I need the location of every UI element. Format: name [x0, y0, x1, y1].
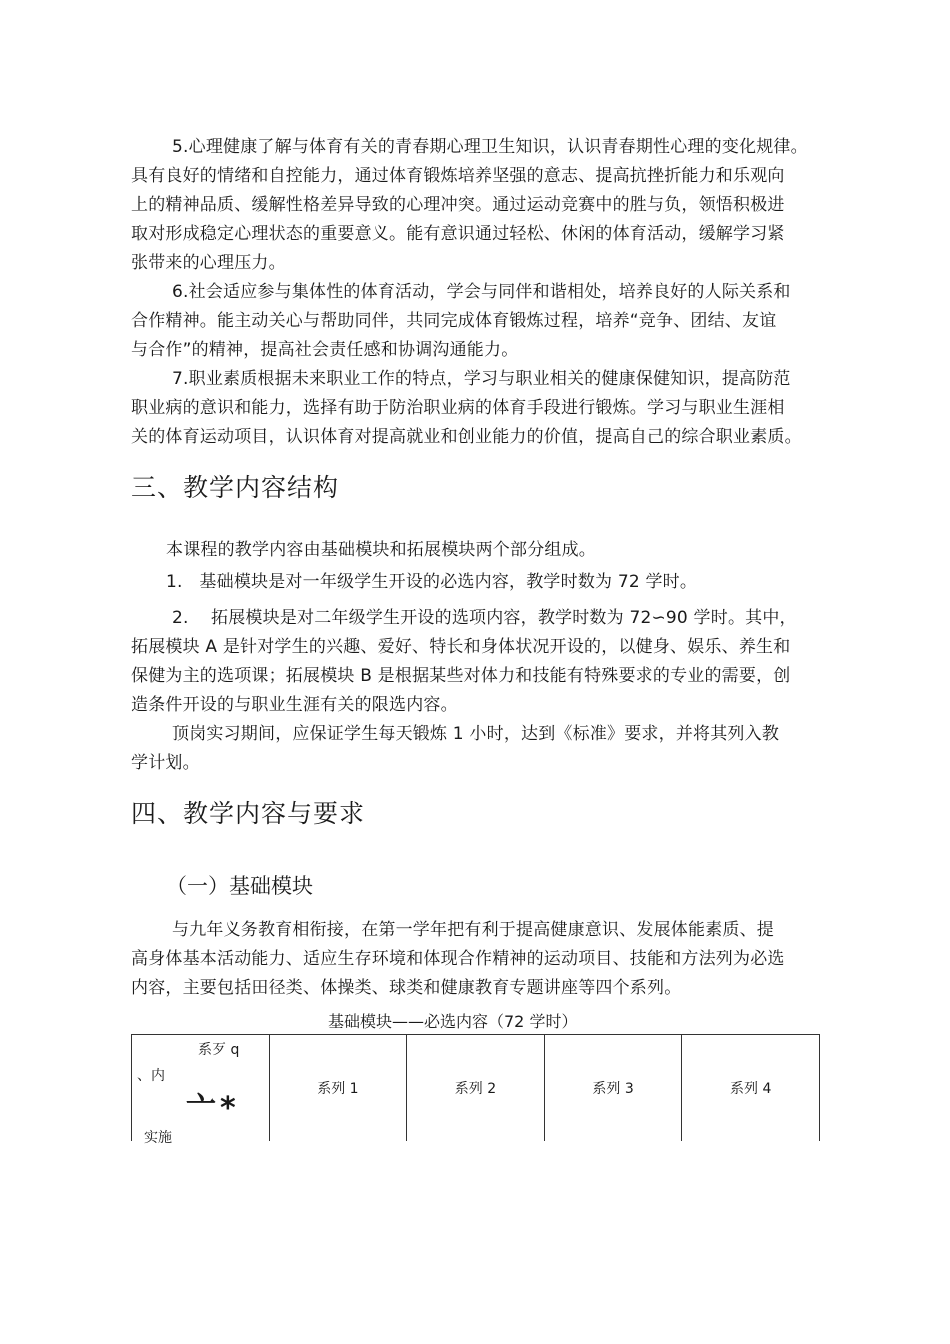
corner-cell [132, 1035, 270, 1146]
column-header-series-2: 系列 2 [407, 1035, 545, 1142]
section-3-heading: 三、教学内容结构 [131, 473, 340, 502]
paragraph-7-line-2: 职业病的意识和能力，选择有助于防治职业病的体育手段进行锻炼。学习与职业生涯相 [131, 398, 785, 418]
paragraph-7-line-3: 关的体育运动项目，认识体育对提高就业和创业能力的价值，提高自己的综合职业素质。 [131, 427, 802, 447]
subsection-1-line-3: 内容，主要包括田径类、体操类、球类和健康教育专题讲座等四个系列。 [131, 978, 682, 998]
corner-bottom-label: 实施 [144, 1130, 172, 1146]
section-3-intro: 本课程的教学内容由基础模块和拓展模块两个部分组成。 [166, 540, 596, 560]
section-3-item-2-line-2: 拓展模块 A 是针对学生的兴趣、爱好、特长和身体状况开设的，以健身、娱乐、养生和 [131, 637, 791, 657]
paragraph-5-line-3: 上的精神品质、缓解性格差异导致的心理冲突。通过运动竞赛中的胜与负，领悟积极进 [131, 195, 785, 215]
corner-middle-label: 、内 [137, 1068, 165, 1084]
paragraph-5-line-4: 取对形成稳定心理状态的重要意义。能有意识通过轻松、休闲的体育活动，缓解学习紧 [131, 224, 785, 244]
corner-glyph: 亠* [186, 1091, 240, 1126]
subsection-1-heading: （一）基础模块 [166, 874, 313, 898]
corner-top-label: 系歹 q [198, 1042, 240, 1058]
paragraph-6-line-1: 6.社会适应参与集体性的体育活动，学会与同伴和谐相处，培养良好的人际关系和 [172, 282, 791, 302]
series-table [131, 1034, 820, 1146]
paragraph-6-line-2: 合作精神。能主动关心与帮助同伴，共同完成体育锻炼过程，培养“竞争、团结、友谊 [131, 311, 777, 331]
section-4-heading: 四、教学内容与要求 [131, 799, 366, 828]
section-3-item-2-line-3: 保健为主的选项课；拓展模块 B 是根据某些对体力和技能有特殊要求的专业的需要，创 [131, 666, 791, 686]
section-3-item-1: 1. 基础模块是对一年级学生开设的必选内容，教学时数为 72 学时。 [166, 572, 698, 592]
paragraph-5-line-1: 5.心理健康了解与体育有关的青春期心理卫生知识，认识青春期性心理的变化规律。 [172, 137, 808, 157]
section-3-item-2-line-4: 造条件开设的与职业生涯有关的限选内容。 [131, 695, 458, 715]
paragraph-5-line-2: 具有良好的情绪和自控能力，通过体育锻炼培养坚强的意志、提高抗挫折能力和乐观向 [131, 166, 785, 186]
paragraph-6-line-3: 与合作”的精神，提高社会责任感和协调沟通能力。 [131, 340, 519, 360]
column-header-series-4: 系列 4 [682, 1035, 820, 1142]
subsection-1-line-2: 高身体基本活动能力、适应生存环境和体现合作精神的运动项目、技能和方法列为必选 [131, 949, 785, 969]
column-header-series-1: 系列 1 [269, 1035, 407, 1142]
paragraph-7-line-1: 7.职业素质根据未来职业工作的特点，学习与职业相关的健康保健知识，提高防范 [172, 369, 791, 389]
internship-line-2: 学计划。 [131, 753, 200, 773]
section-3-item-2-line-1: 2. 拓展模块是对二年级学生开设的选项内容，教学时数为 72∽90 学时。其中， [172, 608, 797, 628]
subsection-1-line-1: 与九年义务教育相衔接，在第一学年把有利于提高健康意识、发展体能素质、提 [172, 920, 774, 940]
table-caption: 基础模块——必选内容（72 学时） [328, 1012, 578, 1031]
column-header-series-3: 系列 3 [544, 1035, 682, 1142]
table-header-row [132, 1035, 820, 1142]
internship-line-1: 顶岗实习期间，应保证学生每天锻炼 1 小时，达到《标准》要求，并将其列入教 [172, 724, 780, 744]
paragraph-5-line-5: 张带来的心理压力。 [131, 253, 286, 273]
